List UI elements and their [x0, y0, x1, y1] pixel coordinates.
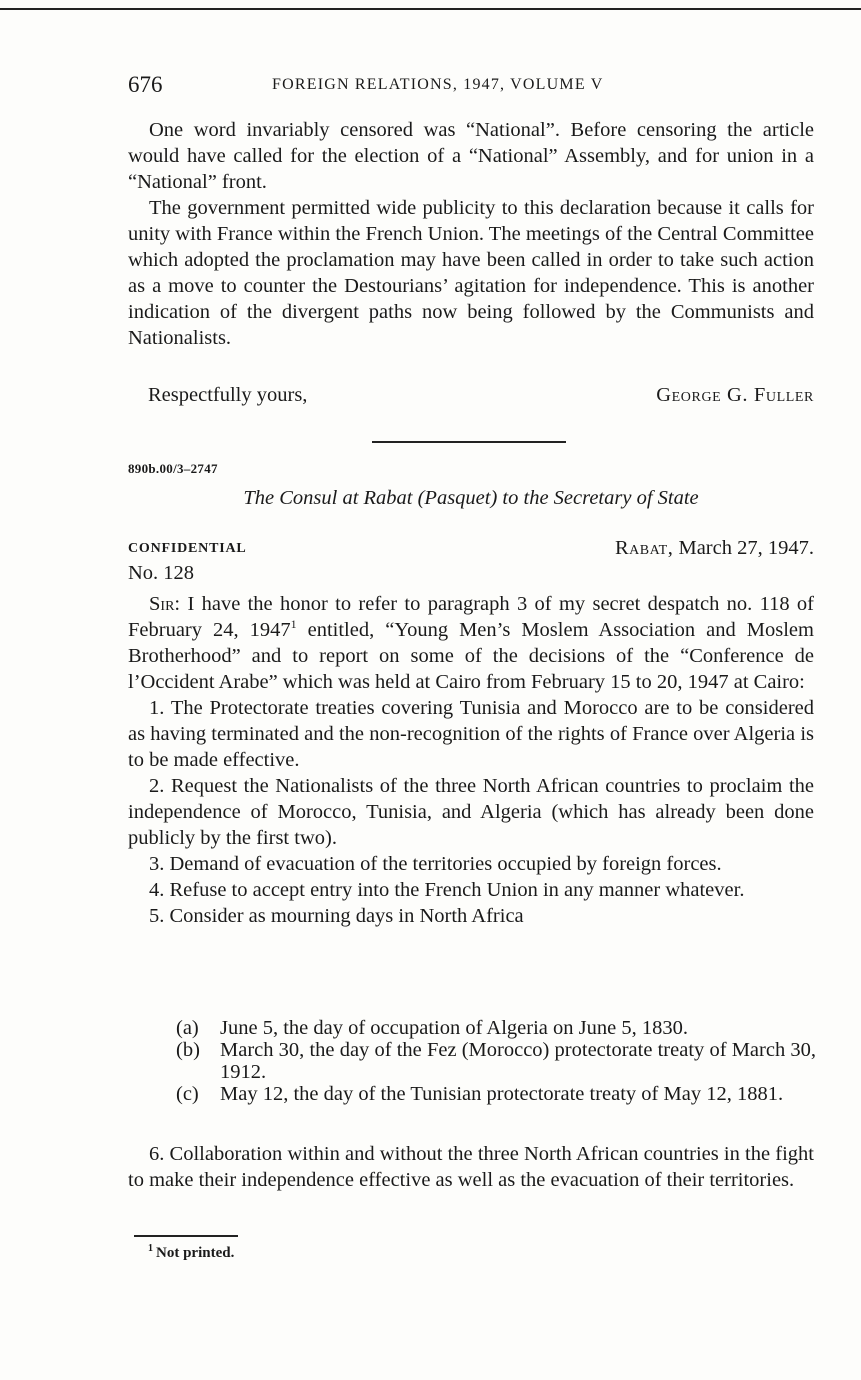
footnote-mark: 1	[148, 1243, 153, 1254]
list-item: 4. Refuse to accept entry into the French Union in any manner whatever.	[149, 879, 745, 901]
dateline-date: March 27, 1947.	[678, 537, 814, 559]
list-item: 6. Collaboration within and without the three North African countries in the fight to make their independence effective as well as the evacuation of their territories.	[128, 1143, 814, 1191]
salutation: Sir:	[149, 593, 181, 615]
list-item: 5. Consider as mourning days in North Africa	[149, 905, 524, 927]
sub-item-text: May 12, the day of the Tunisian protectorate treaty of May 12, 1881.	[220, 1083, 784, 1105]
section-divider	[372, 441, 566, 443]
running-title: FOREIGN RELATIONS, 1947, VOLUME V	[272, 76, 604, 93]
paragraph: The government permitted wide publicity to this declaration because it calls for unity with France within the French Union. The meetings of the Central Committee which adopted the proclamation may have been called in order to take such action as a move to counter the Destourians’ agitation for independence. This is another indication of the divergent paths now being followed by the Communists and Nationalists.	[128, 197, 814, 349]
footnote-rule	[134, 1235, 238, 1237]
classification: CONFIDENTIAL	[128, 541, 247, 556]
mourning-days-list	[176, 1017, 816, 1105]
closing-item	[128, 1141, 814, 1193]
page-number: 676	[128, 72, 163, 97]
sub-item-label: (b)	[176, 1039, 200, 1061]
list-item: 2. Request the Nationalists of the three North African countries to proclaim the independence of Morocco, Tunisia, and Algeria (which has already been done publicly by the first two).	[128, 775, 814, 849]
previous-document-body	[128, 117, 814, 351]
document-heading: The Consul at Rabat (Pasquet) to the Secretary of State	[243, 487, 699, 509]
top-border	[0, 8, 861, 10]
sub-list-item	[176, 1017, 816, 1039]
sub-list-item	[176, 1083, 816, 1105]
signer: George G. Fuller	[656, 384, 814, 406]
intro-paragraph	[128, 591, 814, 695]
intro-text: I have the honor to refer to paragraph 3 of my secret despatch no. 118 of February 24, 1947	[128, 593, 814, 641]
dateline	[615, 537, 814, 560]
sub-item-label: (c)	[176, 1083, 199, 1105]
list-item: 3. Demand of evacuation of the territories occupied by foreign forces.	[149, 853, 722, 875]
footnote-reference: 1	[290, 617, 297, 632]
sub-item-label: (a)	[176, 1017, 199, 1039]
file-number: 890b.00/3–2747	[128, 461, 218, 476]
list-item: 1. The Protectorate treaties covering Tunisia and Morocco are to be considered as having terminated and the non-recognition of the rights of France over Algeria is to be made effective.	[128, 697, 814, 771]
footnote	[148, 1245, 234, 1262]
intro-text-cont: entitled, “Young Men’s Moslem Association and Moslem Brotherhood” and to report on some of the decisions of the “Conference de l’Occident Arabe” which was held at Cairo from February 15 to 20, 1947 at Cairo:	[128, 619, 814, 693]
paragraph: One word invariably censored was “National”. Before censoring the article would have called for the election of a “National” Assembly, and for union in a “National” front.	[128, 119, 814, 193]
footnote-text: Not printed.	[156, 1245, 235, 1261]
dateline-place: Rabat,	[615, 537, 674, 559]
sub-item-text: June 5, the day of occupation of Algeria on June 5, 1830.	[220, 1017, 688, 1039]
sub-item-text: March 30, the day of the Fez (Morocco) protectorate treaty of March 30, 1912.	[220, 1039, 816, 1083]
document-number: No. 128	[128, 562, 195, 584]
closing: Respectfully yours,	[148, 384, 308, 406]
document-body	[128, 591, 814, 929]
sub-list-item	[176, 1039, 816, 1083]
